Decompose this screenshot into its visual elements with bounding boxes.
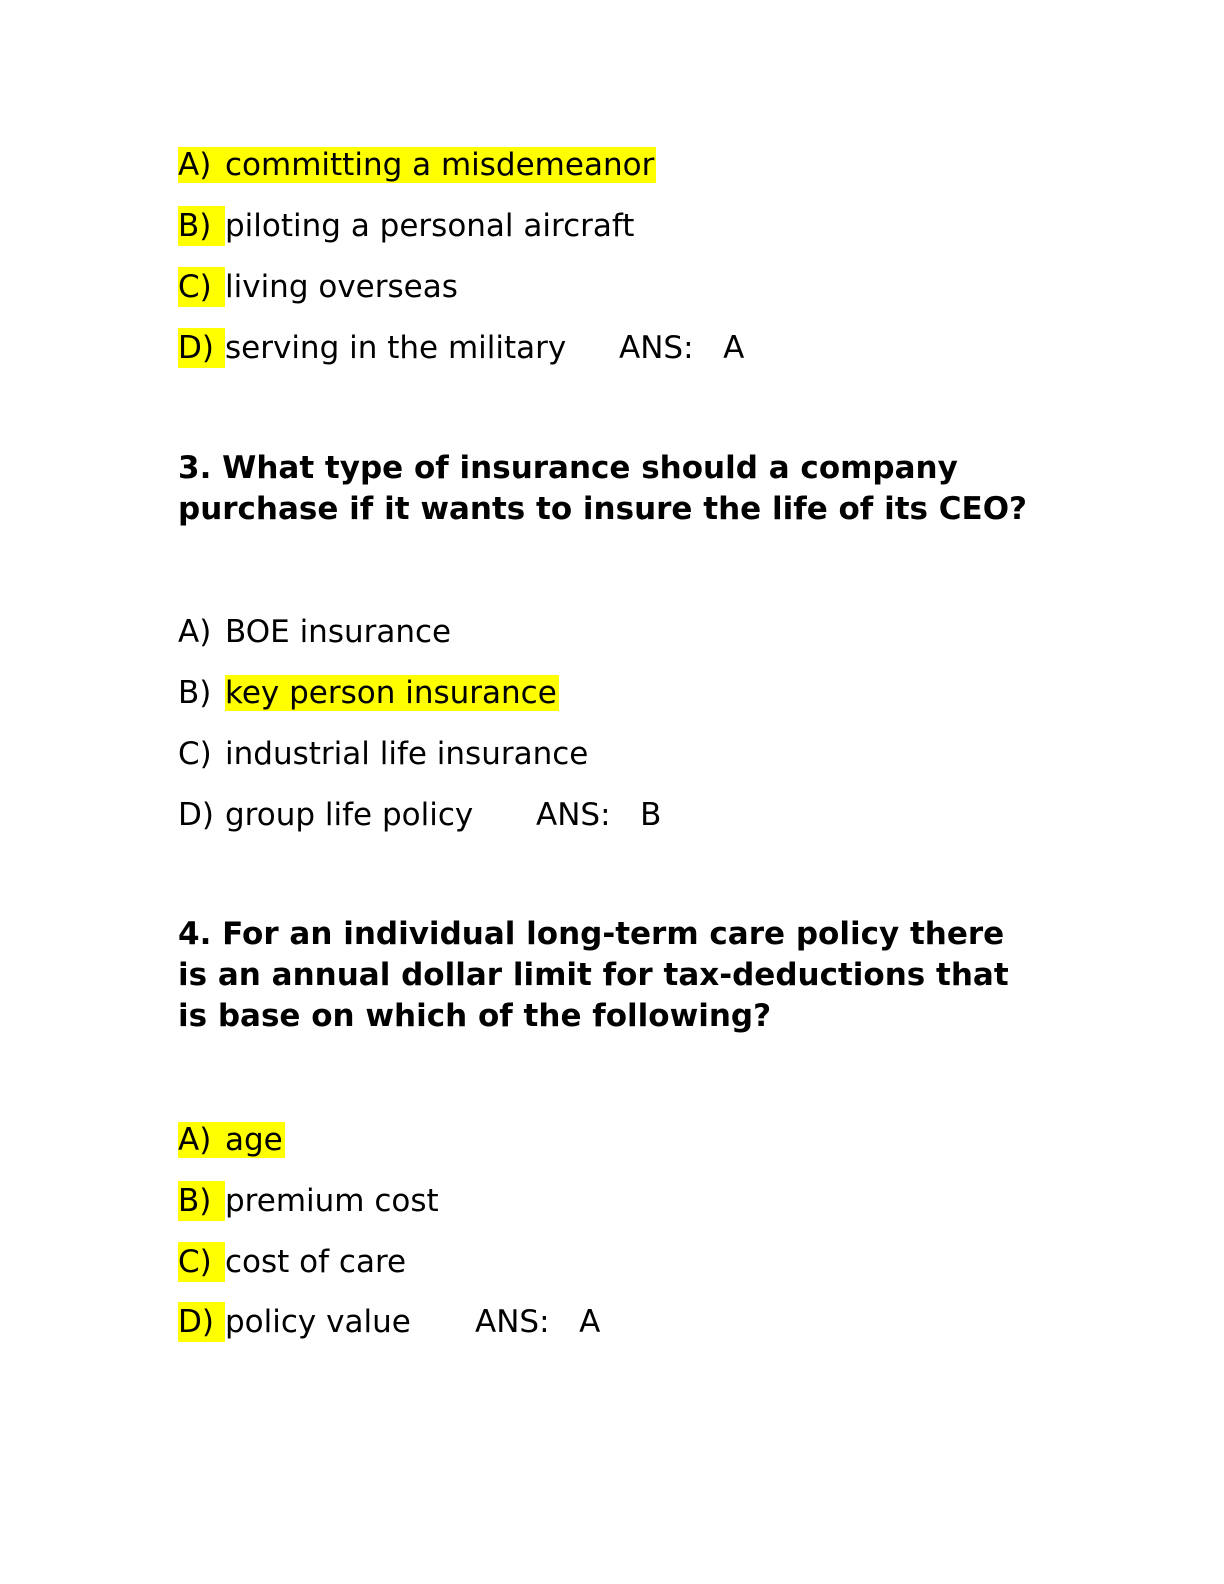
q2-option-a [178,145,656,185]
q4-option-a-text: age [225,1122,283,1158]
q4-option-a [178,1120,285,1160]
q4-option-b-text: premium cost [225,1183,439,1219]
q4-option-a-letter: A) [178,1122,212,1158]
q2-option-c-text: living overseas [225,269,458,305]
q2-option-a-text: committing a misdemeanor [225,147,655,183]
q4-option-d-text: policy value [225,1304,411,1340]
q2-option-b [178,206,634,246]
q3-option-d-text: group life policy [225,797,474,833]
q3-option-b-letter: B) [178,675,212,711]
q4-option-b [178,1181,439,1221]
q2-option-c [178,267,458,307]
q4-option-a-highlight [178,1122,285,1158]
q2-option-a-highlight [178,147,656,183]
q4-option-c-letter: C) [178,1242,225,1282]
q4-option-c-text: cost of care [225,1244,407,1280]
q3-option-a-letter: A) [178,614,212,650]
q4-option-d-letter: D) [178,1302,225,1342]
q3-option-a [178,612,451,652]
q3-option-d-letter: D) [178,797,214,833]
q3-answer: ANS: B [536,797,662,833]
q3-option-b-text: key person insurance [225,675,557,711]
q2-option-d [178,328,745,368]
q3-question: 3. What type of insurance should a company purchase if it wants to insure the life of its CEO? [178,450,1028,527]
q3-option-c [178,734,588,774]
q2-option-a-letter: A) [178,147,212,183]
q4-option-d [178,1302,601,1342]
q3-option-b [178,673,559,713]
q2-option-b-letter: B) [178,206,225,246]
q4-option-b-letter: B) [178,1181,225,1221]
q2-option-d-letter: D) [178,328,225,368]
q2-option-b-text: piloting a personal aircraft [225,208,635,244]
q2-option-c-letter: C) [178,267,225,307]
q2-answer: ANS: A [619,330,745,366]
q4-option-c [178,1242,406,1282]
q4-question: 4. For an individual long-term care policy there is an annual dollar limit for tax-deductions that is base on which of the following? [178,916,1009,1034]
q3-option-c-letter: C) [178,736,212,772]
q3-option-a-text: BOE insurance [225,614,452,650]
q2-option-d-text: serving in the military [225,330,567,366]
q3-option-c-text: industrial life insurance [225,736,589,772]
q3-option-d [178,795,662,835]
q4-answer: ANS: A [475,1304,601,1340]
